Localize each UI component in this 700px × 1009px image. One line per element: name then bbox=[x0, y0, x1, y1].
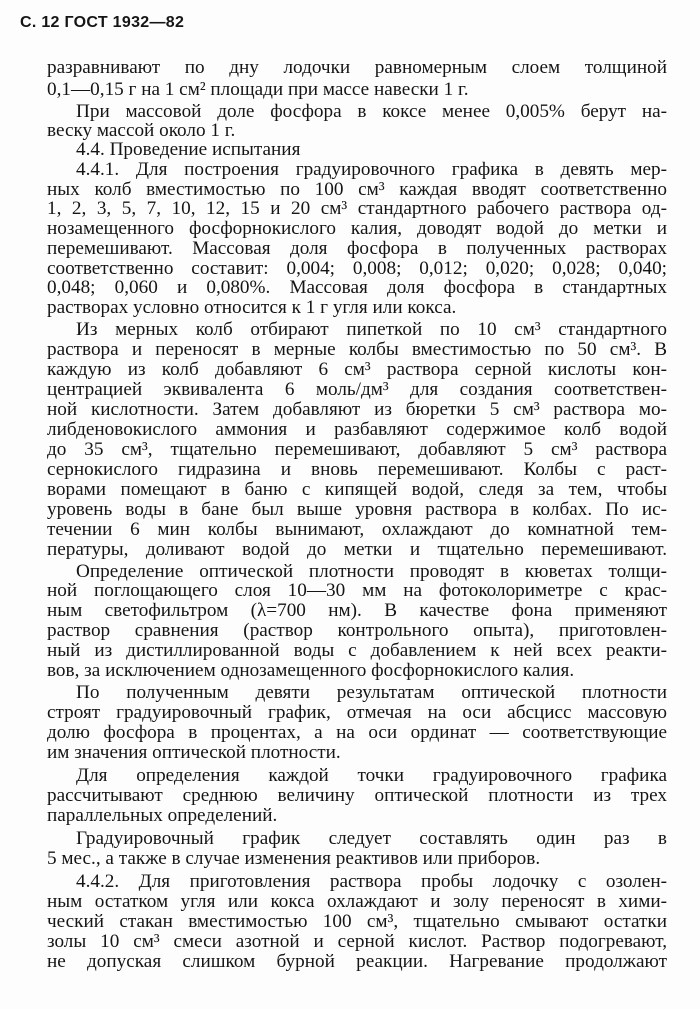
text-line: По полученным девяти результатам оптической плотности bbox=[76, 682, 667, 703]
text-line: им значения оптической плотности. bbox=[47, 742, 341, 763]
text-line: растворах условно относится к 1 г угля или кокса. bbox=[47, 297, 457, 318]
page-header: С. 12 ГОСТ 1932—82 bbox=[20, 14, 185, 31]
text-line: Градуировочный график следует составлять один раз в bbox=[76, 828, 667, 849]
text-line: параллельных определений. bbox=[47, 805, 278, 826]
text-line: течении 6 мин колбы вынимают, охлаждают до комнатной тем- bbox=[47, 519, 667, 540]
text-line: ных колб вместимостью по 100 см³ каждая вводят соответственно bbox=[47, 179, 667, 200]
text-line: перемешивают. Массовая доля фосфора в полученных растворах bbox=[47, 238, 667, 259]
text-line: центрацией эквивалента 6 моль/дм³ для создания соответствен- bbox=[47, 379, 667, 400]
text-line: ным остатком угля или кокса охлаждают и золу переносят в хими- bbox=[47, 891, 667, 912]
text-line: ворами помещают в баню с кипящей водой, следя за тем, чтобы bbox=[47, 479, 667, 500]
text-line: пературы, доливают водой до метки и тщательно перемешивают. bbox=[47, 539, 667, 560]
text-line: долю фосфора в процентах, а на оси ординат — соответствующие bbox=[47, 722, 667, 743]
text-line: до 35 см³, тщательно перемешивают, добавляют 5 см³ раствора bbox=[47, 439, 667, 460]
text-line: каждую из колб добавляют 6 см³ раствора серной кислоты кон- bbox=[47, 359, 667, 380]
section-heading: 4.4. Проведение испытания bbox=[76, 139, 301, 160]
text-line: Для определения каждой точки градуировочного графика bbox=[76, 765, 667, 786]
text-line: ной кислотности. Затем добавляют из бюретки 5 см³ раствора мо- bbox=[47, 399, 667, 420]
text-line: 1, 2, 3, 5, 7, 10, 12, 15 и 20 см³ стандартного рабочего раствора од- bbox=[47, 198, 667, 219]
text-line: не допуская слишком бурной реакции. Нагревание продолжают bbox=[47, 951, 667, 972]
text-line: 0,048; 0,060 и 0,080%. Массовая доля фосфора в стандартных bbox=[47, 277, 667, 298]
text-line: вов, за исключением однозамещенного фосфорнокислого калия. bbox=[47, 660, 575, 681]
text-line: веску массой около 1 г. bbox=[47, 120, 236, 141]
text-line: раствор сравнения (раствор контрольного опыта), приготовлен- bbox=[47, 620, 667, 641]
text-line: золы 10 см³ смеси азотной и серной кислот. Раствор подогревают, bbox=[47, 931, 667, 952]
text-line: раствора и переносят в мерные колбы вместимостью по 50 см³. В bbox=[47, 339, 667, 360]
text-line: Определение оптической плотности проводят в кюветах толщи- bbox=[76, 561, 667, 582]
text-line: 0,1—0,15 г на 1 см² площади при массе навески 1 г. bbox=[47, 79, 469, 100]
text-line: При массовой доле фосфора в коксе менее 0,005% берут на- bbox=[76, 101, 667, 122]
text-line: сернокислого гидразина и вновь перемешивают. Колбы с раст- bbox=[47, 459, 667, 480]
text-line: либденовокислого аммония и разбавляют содержимое колб водой bbox=[47, 419, 667, 440]
text-line: рассчитывают среднюю величину оптической плотности из трех bbox=[47, 785, 667, 806]
text-line: ным светофильтром (λ=700 нм). В качестве фона применяют bbox=[47, 600, 667, 621]
text-line: ной поглощающего слоя 10—30 мм на фотоколориметре с крас- bbox=[47, 580, 667, 601]
text-line: соответственно составит: 0,004; 0,008; 0,012; 0,020; 0,028; 0,040; bbox=[47, 258, 667, 279]
text-line: ческий стакан вместимостью 100 см³, тщательно смывают остатки bbox=[47, 911, 667, 932]
text-line: ный из дистиллированной воды с добавлением к ней всех реакти- bbox=[47, 640, 667, 661]
text-line: 4.4.2. Для приготовления раствора пробы лодочку с озолен- bbox=[76, 871, 667, 892]
text-line: 4.4.1. Для построения градуировочного графика в девять мер- bbox=[76, 159, 667, 180]
text-line: уровень воды в бане был выше уровня раствора в колбах. По ис- bbox=[47, 499, 667, 520]
text-line: строят градуировочный график, отмечая на оси абсцисс массовую bbox=[47, 702, 667, 723]
text-line: нозамещенного фосфорнокислого калия, доводят водой до метки и bbox=[47, 218, 667, 239]
text-line: 5 мес., а также в случае изменения реактивов или приборов. bbox=[47, 848, 541, 869]
text-line: разравнивают по дну лодочки равномерным слоем толщиной bbox=[47, 57, 667, 78]
text-line: Из мерных колб отбирают пипеткой по 10 см³ стандартного bbox=[76, 319, 667, 340]
